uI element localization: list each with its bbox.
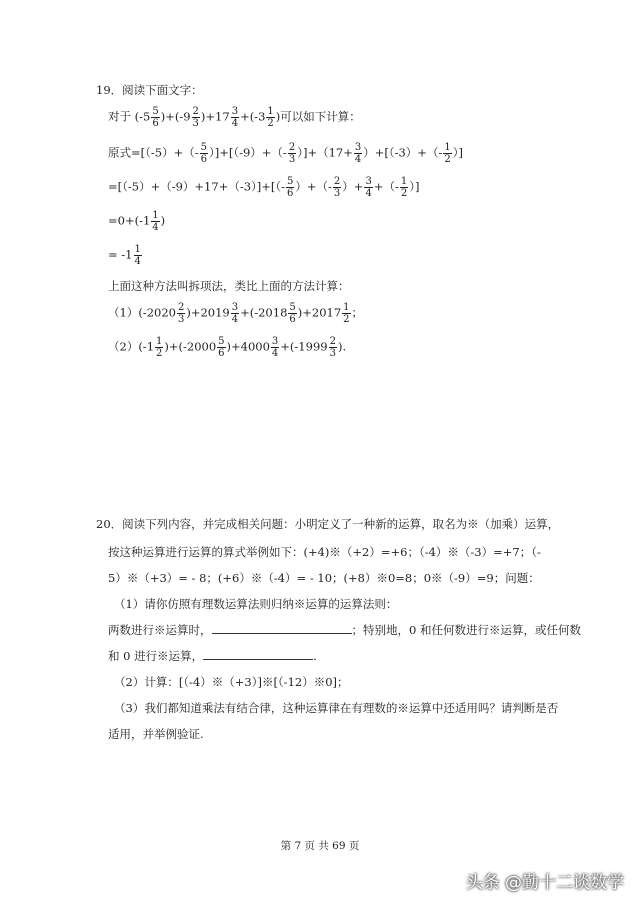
- q20-line7: （2）计算：[（-4）※（+3）]※[（-12）※0]；: [114, 675, 349, 689]
- q20-line3: 5）※（+3）= - 8；(+6）※（-4）= - 10；(+8）※0=8；0※（-9）=9；问题：: [108, 571, 540, 585]
- answer-blank-2[interactable]: [203, 647, 313, 660]
- page-footer: 第 7 页 共 69 页: [280, 840, 360, 852]
- q20-line8: （3）我们都知道乘法有结合律，这种运算律在有理数的※运算中还适用吗？请判断是否: [114, 701, 559, 715]
- q19-method: 上面这种方法叫拆项法，类比上面的方法计算：: [108, 279, 350, 293]
- q19-intro: 对于 (-5 $\frac{5}{6}$ )+(-9 $\frac{2}{3}$ )+17 $\frac{3}{4}$ +(-3 $\frac{1}{2}$ )可以如下计算：: [108, 106, 361, 129]
- q19-part2: （2）(-1 $\frac{1}{2}$ )+(-2000 $\frac{5}{6}$ )+4000 $\frac{3}{4}$ +(-1999 $\frac{2}{3}$ ).: [108, 336, 347, 359]
- q19-title: 19．阅读下面文字：: [96, 83, 203, 97]
- q20-line4: （1）请你仿照有理数运算法则归纳※运算的运算法则：: [114, 597, 398, 611]
- watermark: 头条 @勤十二谈数学: [465, 873, 624, 893]
- answer-blank-1[interactable]: [212, 621, 352, 634]
- q19-step2: =[（-5）+（-9）+17+（-3）]+[（- $\frac{5}{6}$ ）+（- $\frac{2}{3}$ ）+ $\frac{3}{4}$ +（- $\frac{1}{2}$ ）]: [108, 176, 420, 199]
- q20-line6: 和 0 进行※运算， .: [108, 649, 317, 663]
- q20-line2: 按这种运算进行运算的算式举例如下：(+4)※（+2）=+6；（-4）※（-3）=+7；（-: [108, 545, 541, 559]
- q19-step3: =0+(-1 $\frac{1}{4}$ ): [108, 210, 166, 233]
- q20-line1: 20．阅读下列内容，并完成相关问题：小明定义了一种新的运算，取名为※（加乘）运算，: [96, 517, 560, 531]
- q20-line9: 适用，并举例验证.: [108, 727, 204, 741]
- q19-step4: = -1 $\frac{1}{4}$: [108, 244, 141, 267]
- q19-step1: 原式=[（-5）+（- $\frac{5}{6}$ ）]+[（-9）+（- $\frac{2}{3}$ ）]+（17+ $\frac{3}{4}$ ）+[（-3）+（- $\frac{1}{2}$ ）]: [108, 142, 463, 165]
- q19-part1: （1）(-2020 $\frac{2}{3}$ )+2019 $\frac{3}{4}$ +(-2018 $\frac{5}{6}$ )+2017 $\frac{1}{2}$ ；: [108, 302, 364, 325]
- q20-line5: 两数进行※运算时， ；特别地，0 和任何数进行※运算，或任何数: [108, 623, 581, 637]
